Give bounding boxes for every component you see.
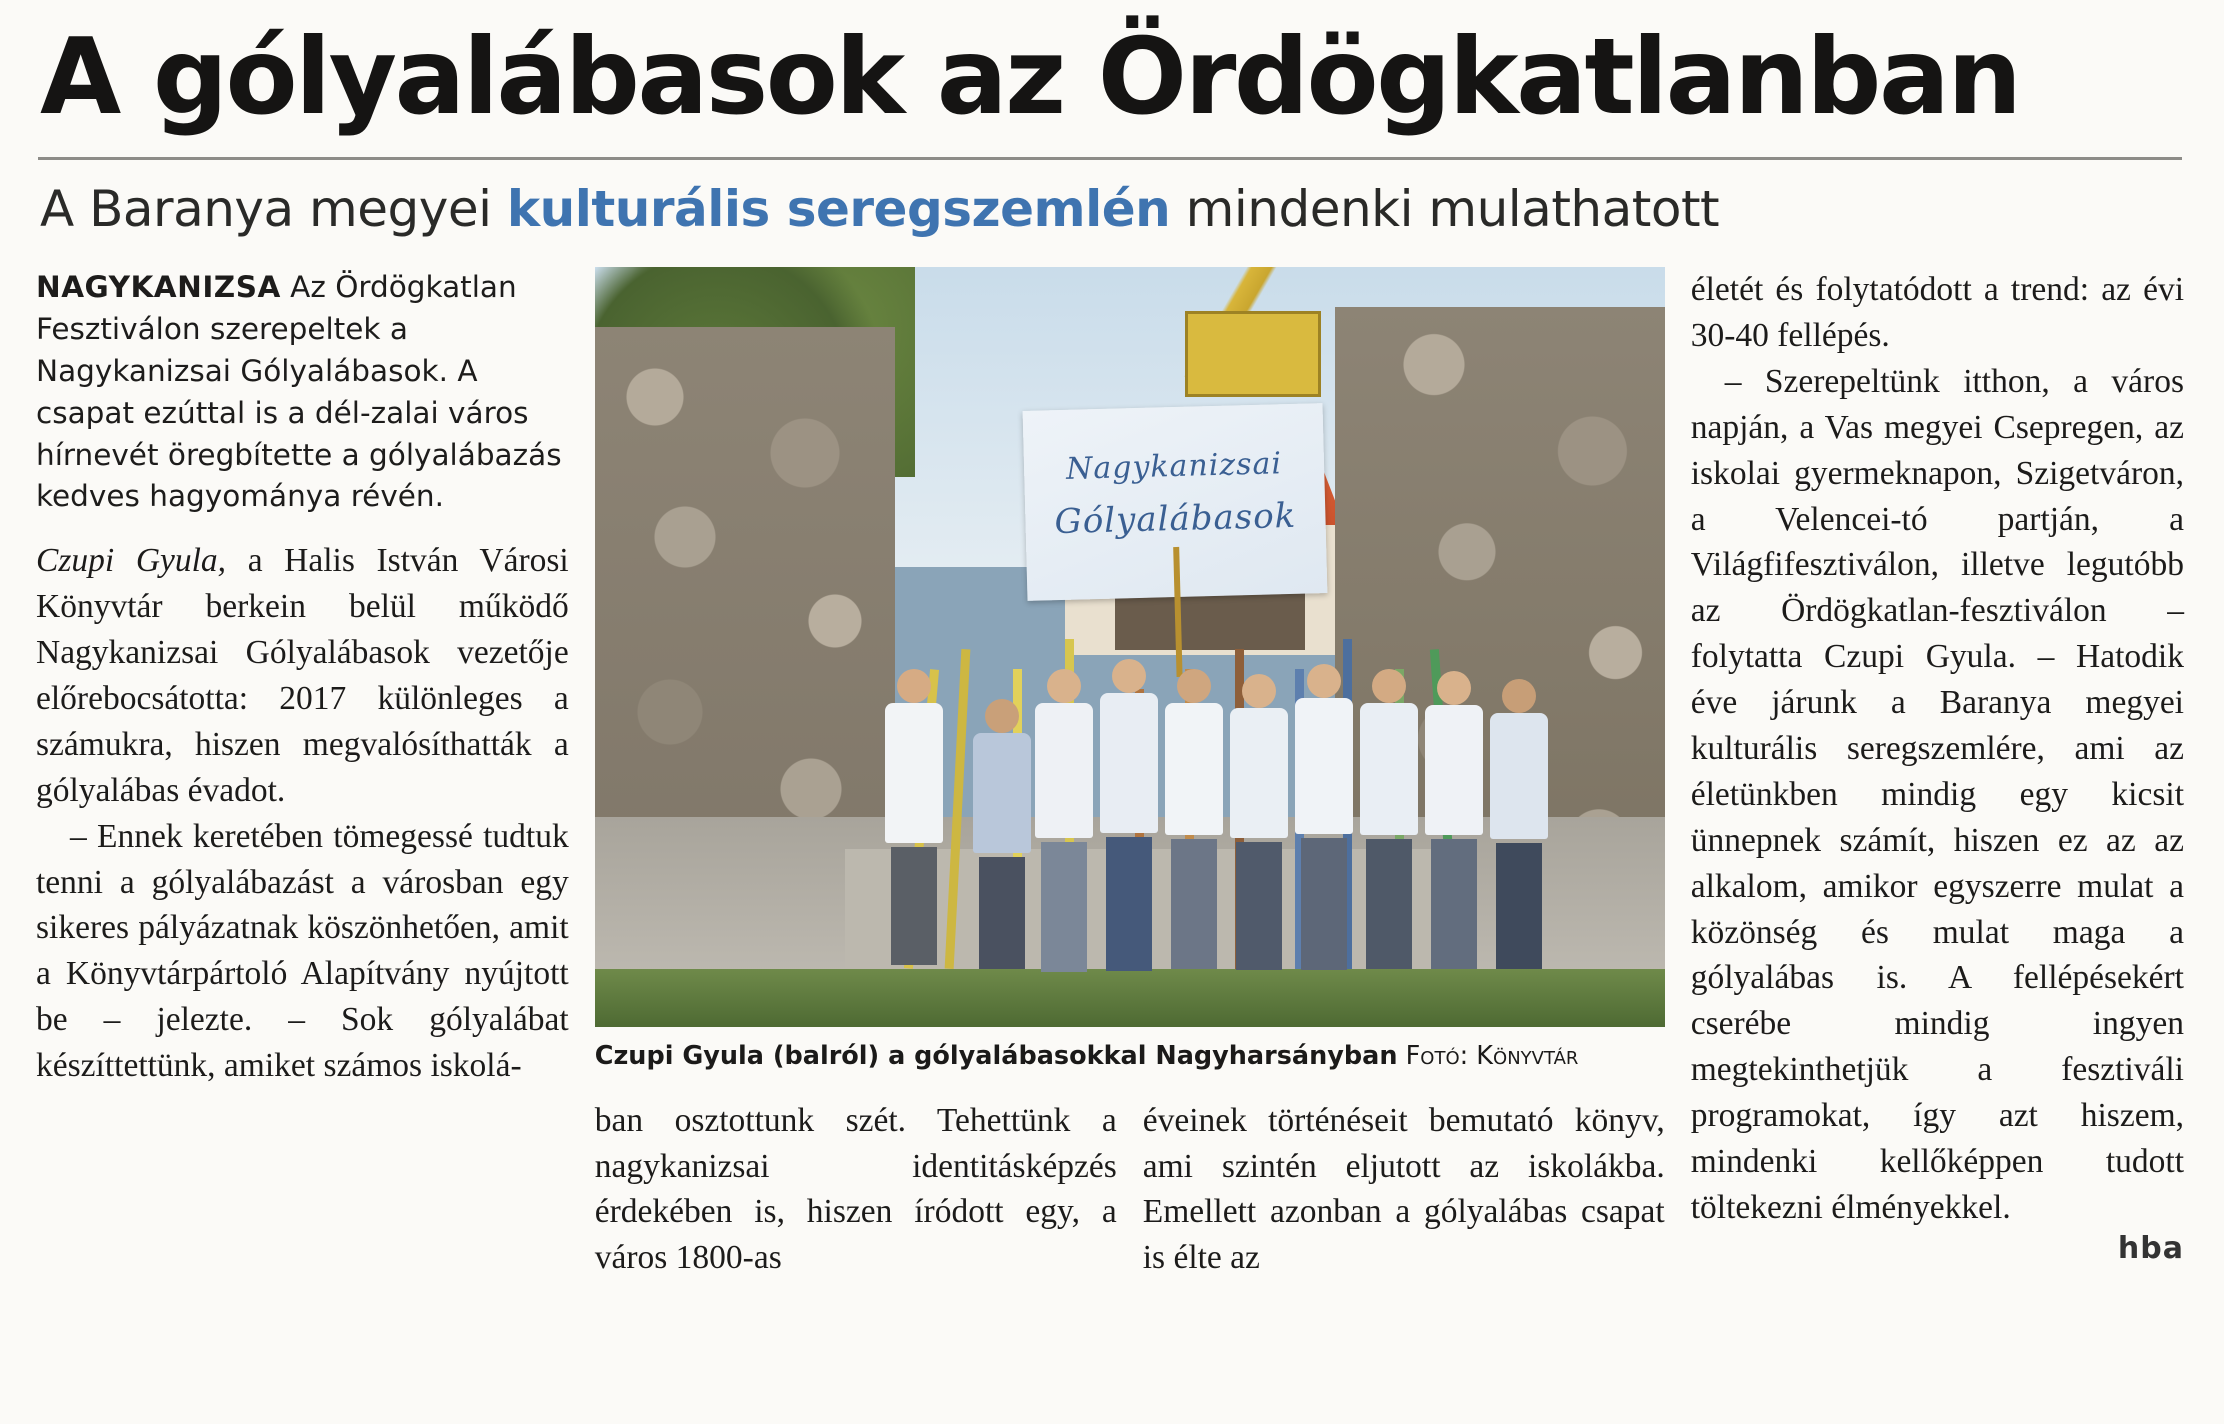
page-title: A gólyalábasok az Ördögkatlanban [40,16,2020,138]
subheadline-highlight: kulturális seregszemlén [506,180,1171,239]
middle-text-columns [595,1098,1665,1282]
banner-line-1: Nagykanizsai [1065,446,1283,487]
banner-line-2: Gólyalábasok [1053,495,1297,543]
column-right [1691,267,2184,1347]
lead-paragraph [36,267,569,518]
photo-person [885,669,943,969]
subheadline-pre: A Baranya megyei [40,180,507,239]
photo-person [1490,679,1548,969]
photo-person [1230,674,1288,969]
lead-text: Az Ördögkatlan Fesztiválon szerepeltek a Nagykanizsai Gólyalábasok. A csapat ezúttal is a dél-zalai város hírnevét öregbítette a gólyalábazás kedves hagyománya révén. [36,270,562,514]
right-body [1691,267,2184,1231]
photo-grass [595,969,1665,1027]
person-name: Czupi Gyula, [36,542,227,580]
photo-stilt-walkers-group [595,267,1665,1027]
mid-right-paragraph: éveinek történéseit bemutató könyv, ami szintén eljutott az iskolákba. Emellett azonban a gólyalábas csapat is élte az [1142,1101,1665,1277]
left-paragraph-2: – Ennek keretében tömegessé tudtuk tenni a gólyalábazást a városban egy sikeres pályázatnak köszönhetően, amit a Könyvtárpártoló Alapítvány nyújtott be – jelezte. – Sok gólyalábat készíttettünk, amiket számos iskolá- [36,817,569,1085]
banner-pole [1173,547,1182,677]
photo-credit: Fotó: Könyvtár [1405,1041,1579,1072]
photo-caption-text: Czupi Gyula (balról) a gólyalábasokkal Nagyharsányban [594,1041,1398,1072]
photo-person [1165,669,1223,969]
column-middle-right [1143,1098,1665,1282]
photo-person [1425,671,1483,969]
photo-caption [595,1041,1665,1072]
photo-person [1035,669,1093,969]
column-left [36,267,569,1347]
photo-team-banner [1022,403,1327,601]
right-paragraph-2: – Szerepeltünk itthon, a város napján, a Vas megyei Csepregen, az iskolai gyermeknapon, Szigetváron, a Velencei-tó partján, a Világfifesztiválon, illetve legutóbb az Ördögkatlan-fesztiválon – folytatta Czupi Gyula. – Hatodik éve járunk a Baranya megyei kulturális seregszemlére, ami az életünkben mindig egy kicsit ünnepnek számít, hiszen ez az az alkalom, amikor egyszerre mulat a közönség és mulat maga a gólyalábas is. A fellépésekért cserébe mindig ingyen megtekinthetjük a fesztiváli programokat, így azt hiszem, mindenki kellőképpen tudott töltekezni élményekkel. [1690,362,2184,1226]
photo-block [595,267,1665,1072]
photo-person [1100,659,1158,969]
right-paragraph-1: életét és folytatódott a trend: az évi 30-40 fellépés. [1690,271,2184,354]
left-body [36,538,569,1089]
column-middle [595,267,1665,1347]
divider-rule [38,157,2182,160]
photo-person [973,699,1031,969]
left-paragraph-1: Czupi Gyula, a Halis István Városi Könyvtár berkein belül működő Nagykanizsai Gólyalábasok vezetője előrebocsátotta: 2017 különleges a számukra, hiszen megvalósíthatták a gólyalábas évadot. [36,542,569,809]
photo-crane-body [1185,311,1321,397]
photo-person [1360,669,1418,969]
photo-person [1295,664,1353,969]
subheadline [40,182,2184,237]
column-middle-left [595,1098,1117,1282]
mid-left-paragraph: ban osztottunk szét. Tehettünk a nagykanizsai identitásképzés érdekében is, hiszen íródott egy, a város 1800-as [594,1101,1117,1277]
author-signature: hba [2117,1230,2184,1266]
dateline-kicker: NAGYKANIZSA [36,270,281,305]
subheadline-post: mindenki mulathatott [1170,180,1720,239]
article-columns [36,267,2184,1347]
